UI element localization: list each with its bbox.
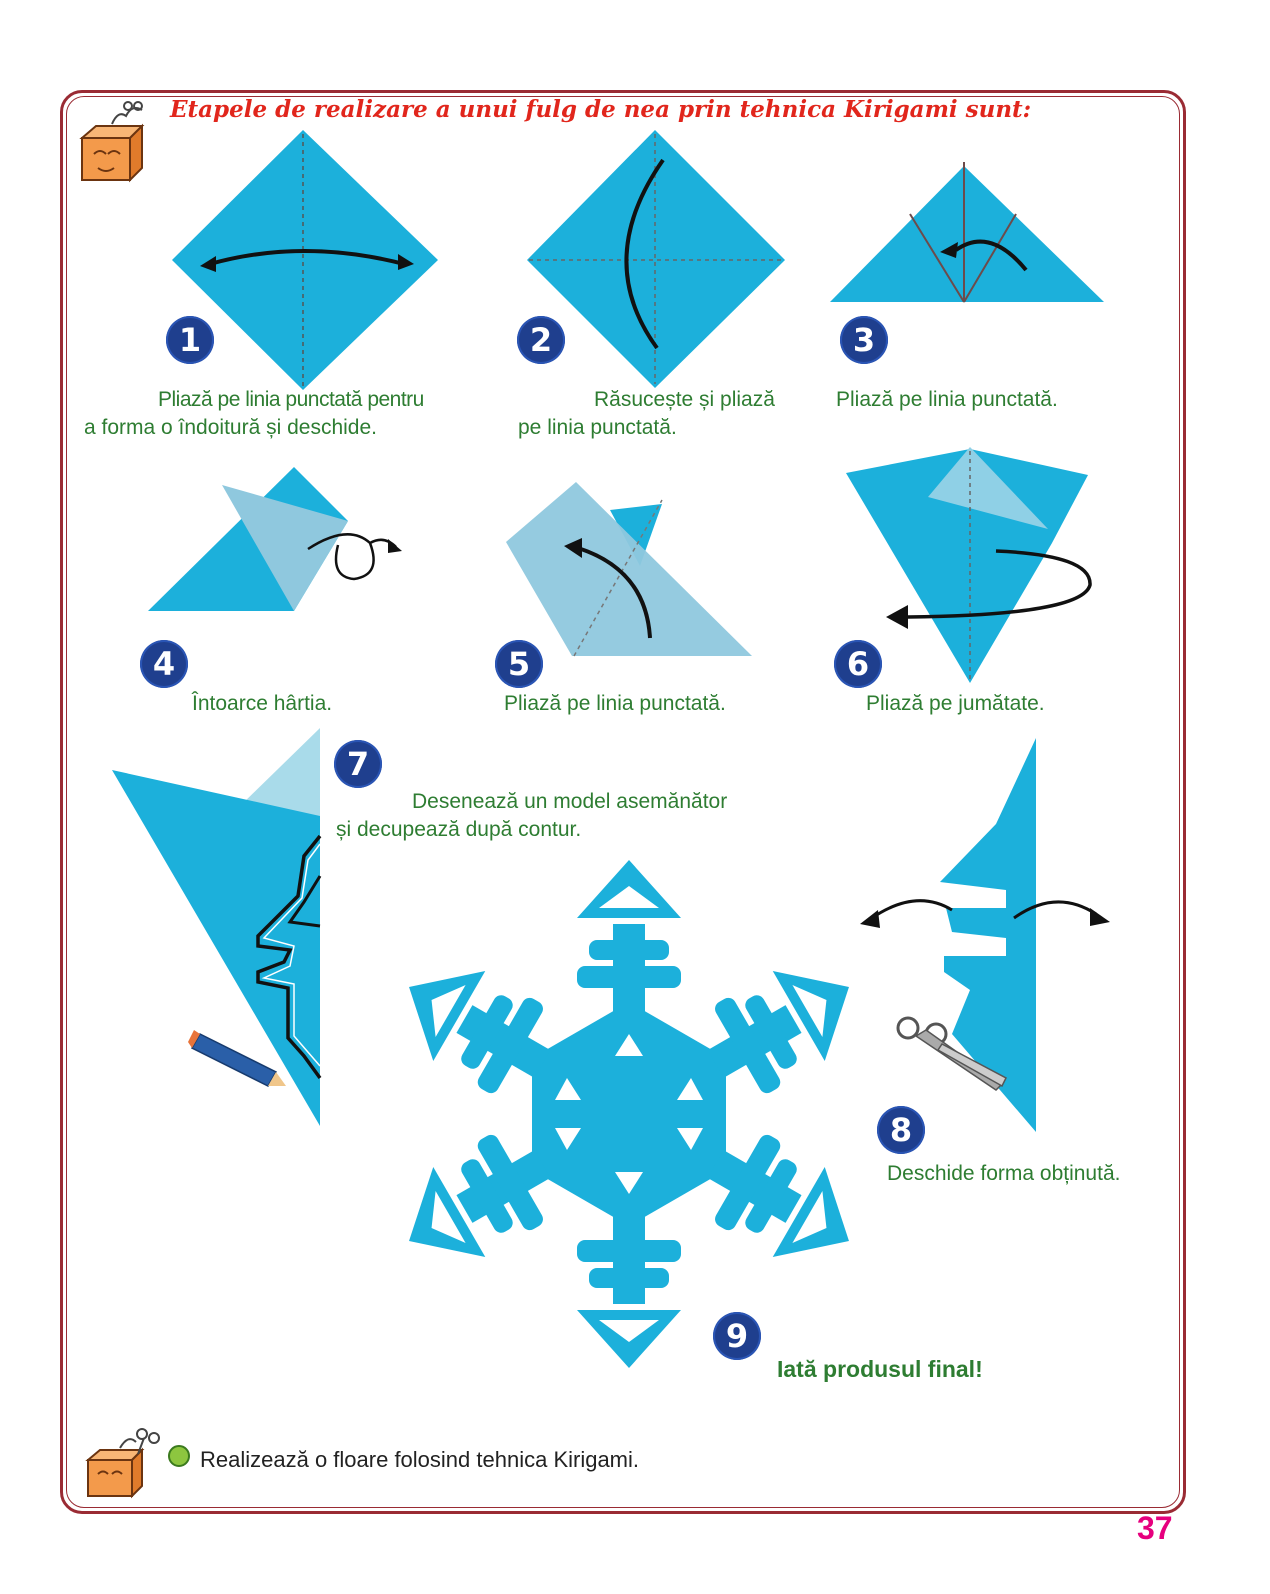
snowflake-final	[404, 858, 854, 1370]
step-8-text-line1: Deschide forma obținută.	[887, 1162, 1121, 1185]
step-5-diagram	[506, 480, 756, 660]
step-8-diagram	[856, 738, 1124, 1134]
step-2-number: 2	[517, 316, 565, 364]
page-number: 37	[1137, 1510, 1173, 1546]
step-1-number: 1	[166, 316, 214, 364]
step-4-number: 4	[140, 640, 188, 688]
task-text: Realizează o floare folosind tehnica Kirigami.	[200, 1447, 640, 1472]
step-6-number: 6	[834, 640, 882, 688]
toolbox-icon	[72, 98, 152, 188]
step-3-number: 3	[840, 316, 888, 364]
step-7-text-line2: și decupează după contur.	[336, 818, 582, 841]
step-4-diagram	[148, 465, 410, 615]
step-1-text-line1: Pliază pe linia punctată pentru	[158, 388, 424, 411]
step-7-text-line1: Desenează un model asemănător	[412, 790, 728, 813]
page-title: Etapele de realizare a unui fulg de nea prin tehnica Kirigami sunt:	[170, 96, 1032, 123]
step-3-diagram	[830, 160, 1110, 310]
step-7-number: 7	[334, 740, 382, 788]
step-6-diagram	[846, 445, 1106, 685]
step-3-text-line1: Pliază pe linia punctată.	[836, 388, 1058, 411]
step-9-text-line1: Iată produsul final!	[777, 1356, 983, 1382]
toolbox-icon-bottom	[80, 1420, 164, 1504]
step-8-number: 8	[877, 1106, 925, 1154]
step-2-diagram	[527, 130, 789, 392]
step-1-text-line2: a forma o îndoitură și deschide.	[84, 416, 377, 439]
step-1-diagram	[170, 130, 440, 392]
step-2-text-line2: pe linia punctată.	[518, 416, 677, 439]
step-9-number: 9	[713, 1312, 761, 1360]
step-2-text-line1: Răsucește și pliază	[594, 388, 775, 411]
bullet-icon	[168, 1445, 190, 1467]
step-5-number: 5	[495, 640, 543, 688]
step-5-text-line1: Pliază pe linia punctată.	[504, 692, 726, 715]
step-6-text-line1: Pliază pe jumătate.	[866, 692, 1045, 715]
step-4-text-line1: Întoarce hârtia.	[192, 692, 333, 715]
step-7-diagram	[108, 726, 338, 1128]
